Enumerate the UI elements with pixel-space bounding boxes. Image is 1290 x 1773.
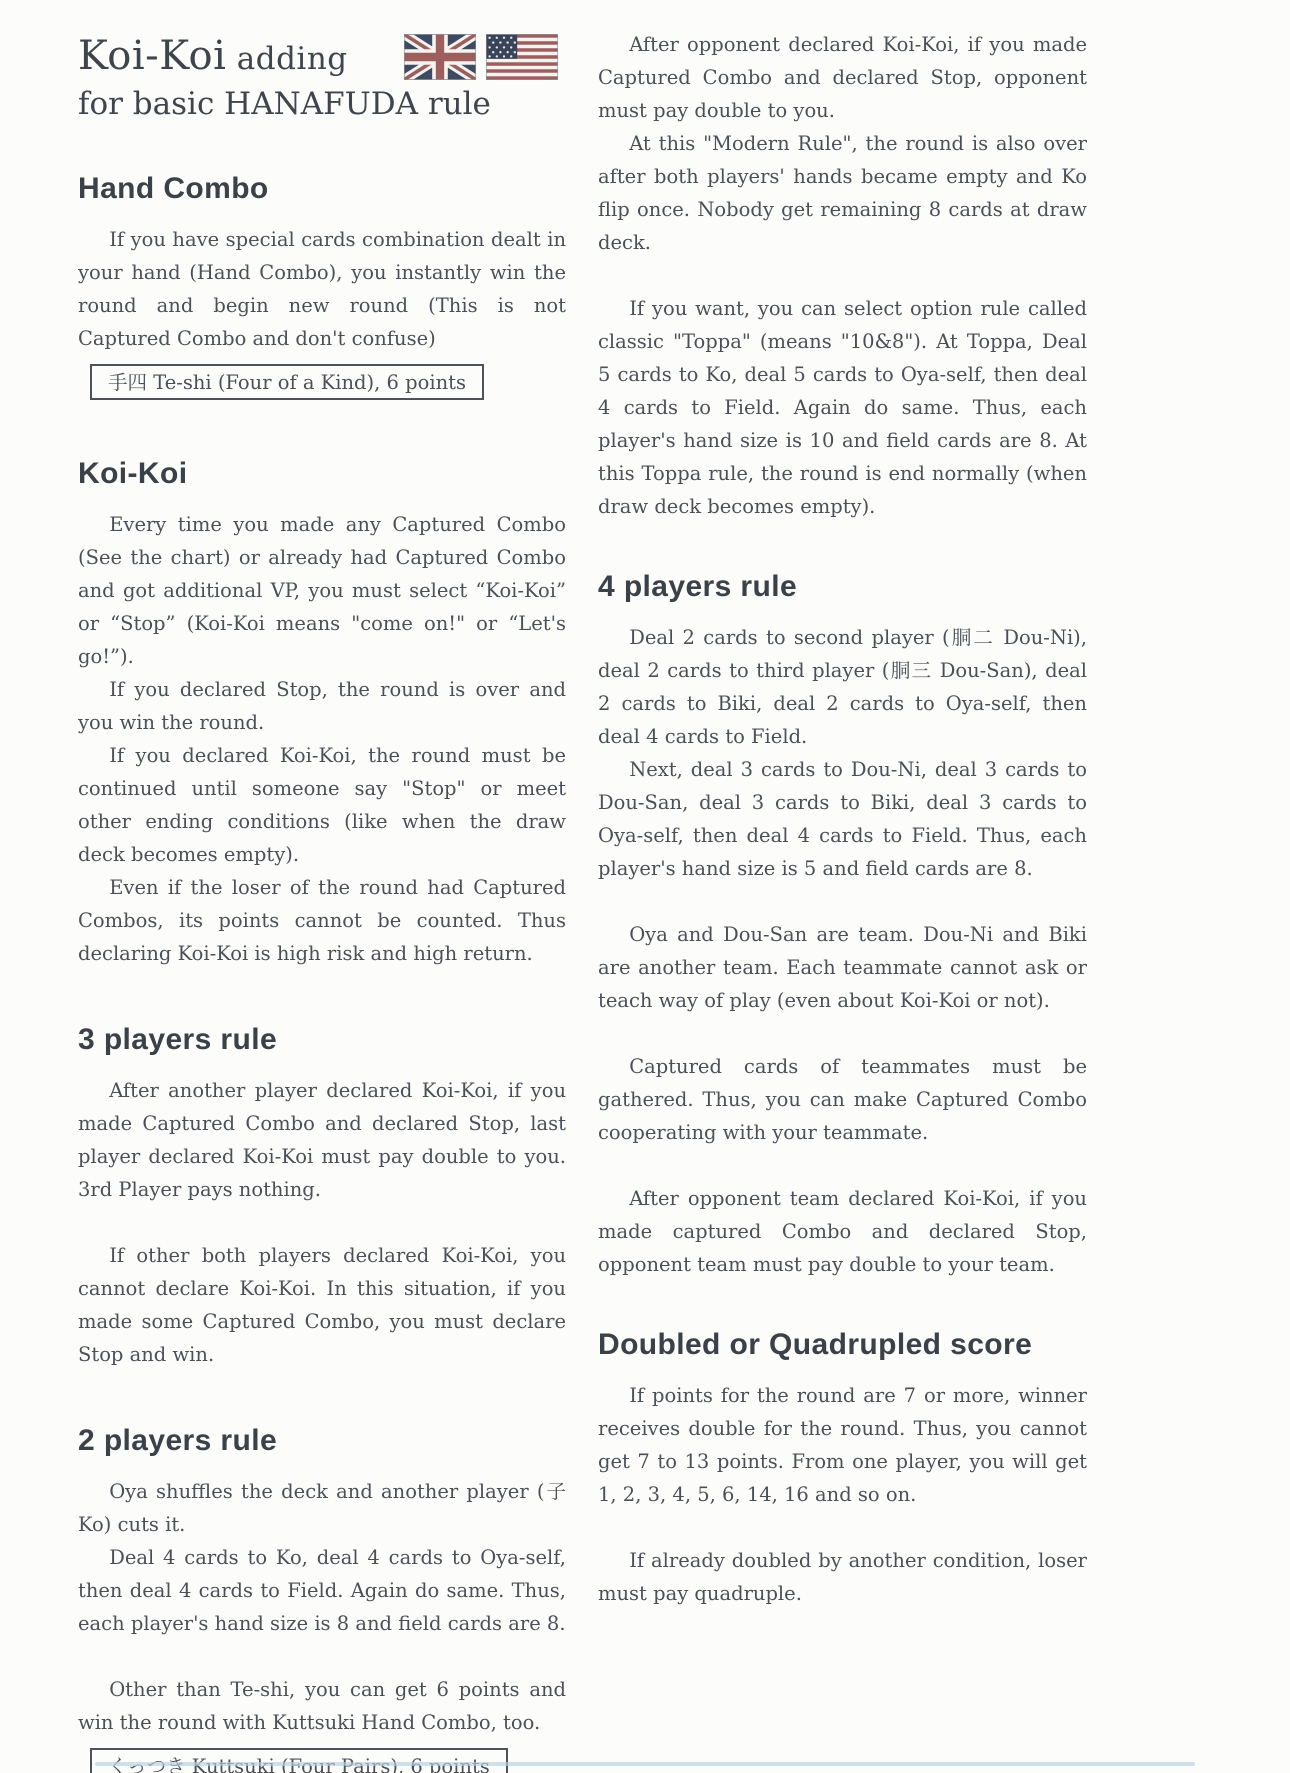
page-title-line2: for basic HANAFUDA rule [78,86,491,122]
paragraph: If you want, you can select option rule called classic "Toppa" (means "10&8"). At Toppa, Deal 5 cards to Ko, deal 5 cards to Oya-self, then deal 4 cards to Field. Again do same. Thus, each player's hand size is 10 and field cards are 8. At this Toppa rule, the round is end normally (when draw deck becomes empty). [598,297,1087,518]
heading-koi-koi: Koi-Koi [78,457,188,490]
paragraph: After another player declared Koi-Koi, if you made Captured Combo and declared Stop, last player declared Koi-Koi must pay double to you. 3rd Player pays nothing. [78,1079,566,1201]
paragraph: Deal 4 cards to Ko, deal 4 cards to Oya-self, then deal 4 cards to Field. Again do same. Thus, each player's hand size is 8 and field cards are 8. [78,1546,566,1635]
paragraph: After opponent declared Koi-Koi, if you made Captured Combo and declared Stop, opponent must pay double to you. [598,33,1087,122]
flags [404,34,558,80]
paragraph: Other than Te-shi, you can get 6 points and win the round with Kuttsuki Hand Combo, too. [78,1678,566,1734]
paragraph: If already doubled by another condition, loser must pay quadruple. [598,1549,1087,1605]
uk-flag-icon [404,34,476,80]
paragraph: Every time you made any Captured Combo (See the chart) or already had Captured Combo and got additional VP, you must select “Koi-Koi” or “Stop” (Koi-Koi means "come on!" or “Let's go!”). [78,513,566,668]
paragraph: If points for the round are 7 or more, winner receives double for the round. Thus, you cannot get 7 to 13 points. From one player, you will get 1, 2, 3, 4, 5, 6, 14, 16 and so on. [598,1384,1087,1506]
us-flag-icon [486,34,558,80]
paragraph: Deal 2 cards to second player (胴二 Dou-Ni), deal 2 cards to third player (胴三 Dou-San), deal 2 cards to Biki, deal 2 cards to Oya-self, then deal 4 cards to Field. [598,626,1087,748]
right-column [598,28,1087,1610]
heading-doubled-score: Doubled or Quadrupled score [598,1328,1033,1361]
paragraph: Oya and Dou-San are team. Dou-Ni and Biki are another team. Each teammate cannot ask or teach way of play (even about Koi-Koi or not). [598,923,1087,1012]
paragraph: If you declared Koi-Koi, the round must be continued until someone say "Stop" or meet other ending conditions (like when the draw deck becomes empty). [78,744,566,866]
paragraph: At this "Modern Rule", the round is also over after both players' hands became empty and Ko flip once. Nobody get remaining 8 cards at draw deck. [598,132,1087,254]
title-block [78,32,566,125]
paragraph: If you declared Stop, the round is over and you win the round. [78,678,566,734]
paragraph: Next, deal 3 cards to Dou-Ni, deal 3 cards to Dou-San, deal 3 cards to Biki, deal 3 cards to Oya-self, then deal 4 cards to Field. Thus, each player's hand size is 5 and field cards are 8. [598,758,1087,880]
page-bottom-divider [95,1762,1195,1766]
left-column [78,28,566,1773]
combo-box-teshi [90,364,484,400]
heading-3-players-rule: 3 players rule [78,1023,278,1056]
combo-box-teshi-label: 手四 Te-shi (Four of a Kind), 6 points [108,371,467,394]
paragraph: Oya shuffles the deck and another player (子 Ko) cuts it. [78,1480,566,1536]
combo-box-kuttsuki [90,1748,508,1773]
paragraph: If you have special cards combination dealt in your hand (Hand Combo), you instantly win the round and begin new round (This is not Captured Combo and don't confuse) [78,228,566,350]
paragraph: If other both players declared Koi-Koi, you cannot declare Koi-Koi. In this situation, if you made some Captured Combo, you must declare Stop and win. [78,1244,566,1366]
paragraph: Even if the loser of the round had Captured Combos, its points cannot be counted. Thus declaring Koi-Koi is high risk and high return. [78,876,566,965]
heading-hand-combo: Hand Combo [78,172,269,205]
paragraph: Captured cards of teammates must be gathered. Thus, you can make Captured Combo cooperating with your teammate. [598,1055,1087,1144]
title-rest: adding [226,41,348,77]
heading-2-players-rule: 2 players rule [78,1424,278,1457]
paragraph: After opponent team declared Koi-Koi, if you made captured Combo and declared Stop, opponent team must pay double to your team. [598,1187,1087,1276]
title-main: Koi-Koi [78,33,227,79]
heading-4-players-rule: 4 players rule [598,570,798,603]
